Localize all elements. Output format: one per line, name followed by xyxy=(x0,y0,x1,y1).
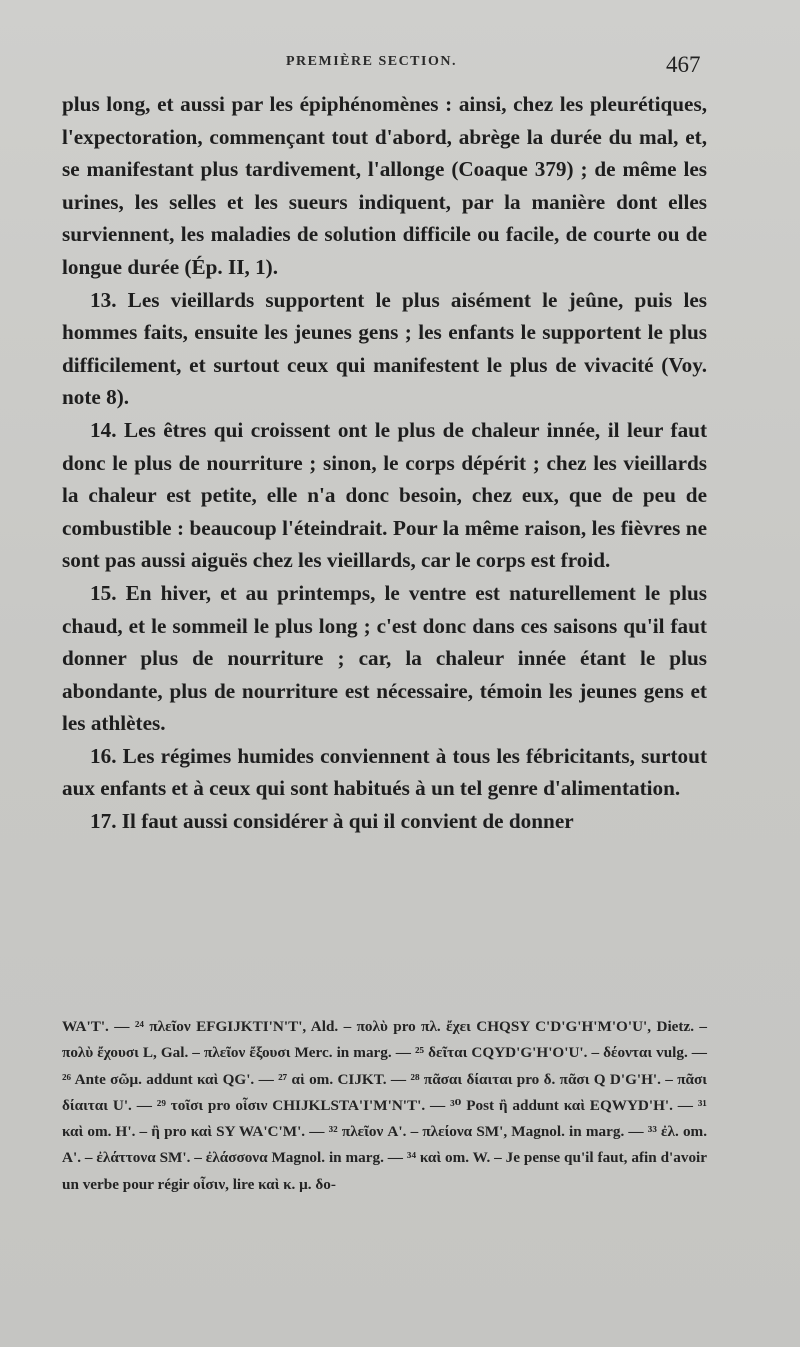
footnotes xyxy=(62,1014,707,1198)
paragraph-14: 14. Les êtres qui croissent ont le plus de chaleur innée, il leur faut donc le plus de nourriture ; sinon, le corps dépérit ; chez les vieillards la chaleur est petite, elle n'a donc besoin, chez eux, que de peu de combustible : beaucoup l'éteindrait. Pour la même raison, les fièvres ne sont pas aussi aiguës chez les vieillards, car le corps est froid. xyxy=(62,417,707,573)
paragraph-17: 17. Il faut aussi considérer à qui il convient de donner xyxy=(90,809,574,834)
running-head xyxy=(0,52,800,82)
page-number: 467 xyxy=(666,52,701,77)
paragraph-continuation: plus long, et aussi par les épiphénomènes : ainsi, chez les pleurétiques, l'expectoration, commençant tout d'abord, abrège la durée du mal, et, se manifestant plus tardivement, l'allonge (Coaque 379) ; de même les urines, les selles et les sueurs indiquent, par la manière dont elles surviennent, les maladies de solution difficile ou facile, de courte ou de longue durée (Ép. II, 1). xyxy=(62,92,707,279)
main-text xyxy=(62,88,707,838)
footnote-text: WA'T'. — ²⁴ πλεῖον EFGIJKTI'N'T', Ald. – πολὺ pro πλ. ἔχει CHQSY C'D'G'H'M'O'U', Dietz. – πολὺ ἔχουσι L, Gal. – πλεῖον ἔξουσι Merc. in marg. — ²⁵ δεῖται CQYD'G'H'O'U'. – δέονται vulg. — ²⁶ Ante σῶμ. addunt καὶ QG'. — ²⁷ αἱ om. CIJKT. — ²⁸ πᾶσαι δίαιται pro δ. πᾶσι Q D'G'H'. – πᾶσι δίαιται U'. — ²⁹ τοῖσι pro οἷσιν CHIJKLSTA'I'M'N'T'. — ³⁰ Post ἢ addunt καὶ EQWYD'H'. — ³¹ καὶ om. H'. – ἢ pro καὶ SY WA'C'M'. — ³² πλεῖον A'. – πλείονα SM', Magnol. in marg. — ³³ ἐλ. om. A'. – ἐλάττονα SM'. – ἐλάσσονα Magnol. in marg. — ³⁴ καὶ om. W. – Je pense qu'il faut, afin d'avoir un verbe pour régir οἷσιν, lire καὶ κ. μ. δο- xyxy=(62,1018,707,1193)
paragraph-13: 13. Les vieillards supportent le plus aisément le jeûne, puis les hommes faits, ensuite les jeunes gens ; les enfants le supportent le plus difficilement, et surtout ceux qui manifestent le plus de vivacité (Voy. note 8). xyxy=(62,287,707,410)
paragraph-15: 15. En hiver, et au printemps, le ventre est naturellement le plus chaud, et le sommeil le plus long ; c'est donc dans ces saisons qu'il faut donner plus de nourriture ; car, la chaleur innée étant le plus abondante, plus de nourriture est nécessaire, témoin les jeunes gens et les athlètes. xyxy=(62,580,707,736)
section-title: PREMIÈRE SECTION. xyxy=(286,54,457,69)
paragraph-16: 16. Les régimes humides conviennent à tous les fébricitants, surtout aux enfants et à ceux qui sont habitués à un tel genre d'alimentation. xyxy=(62,743,707,801)
